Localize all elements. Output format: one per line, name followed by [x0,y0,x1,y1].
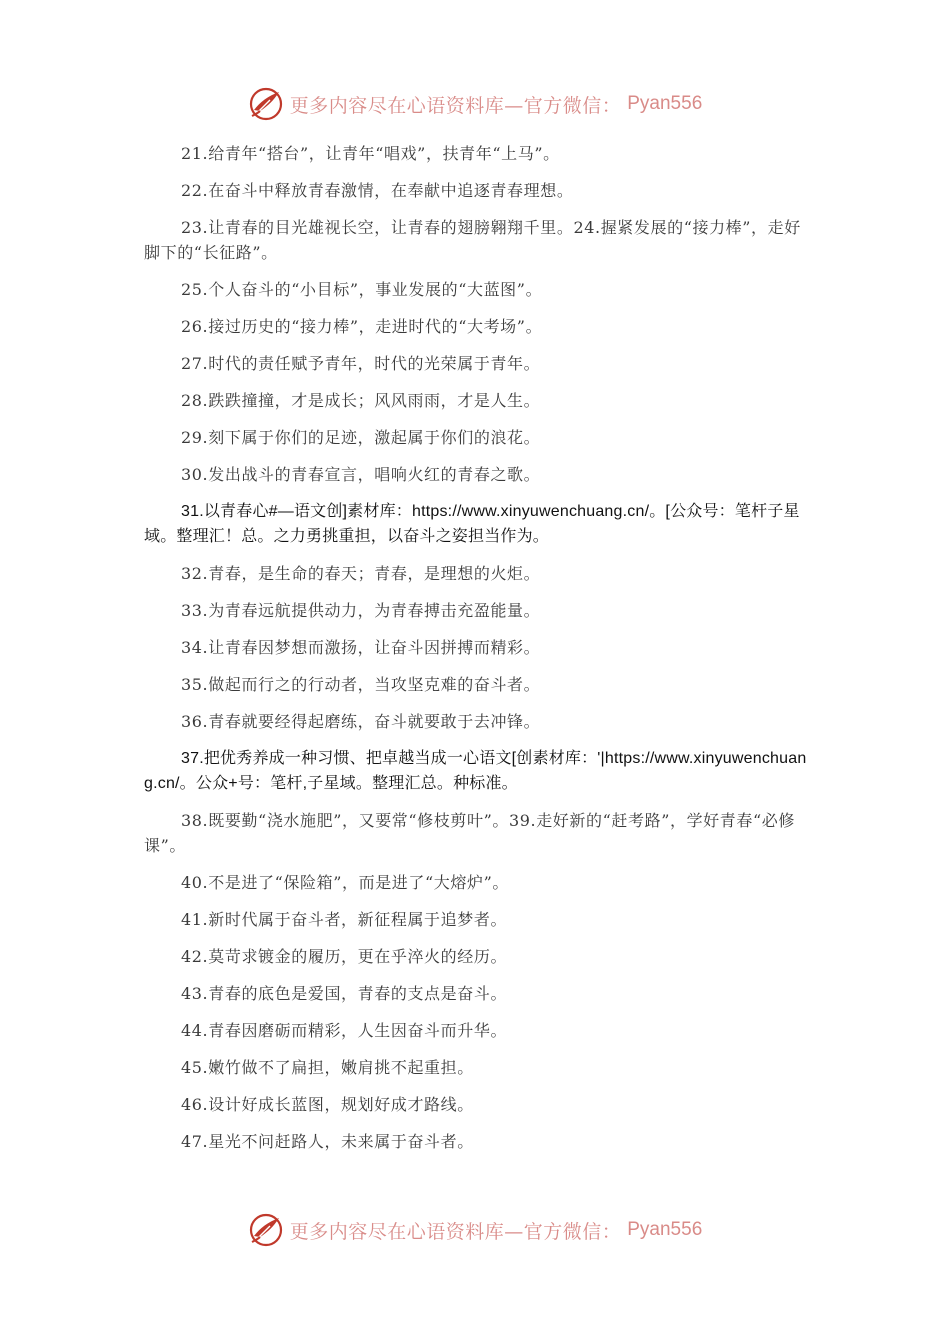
list-item: 42.莫苛求镀金的履历，更在乎淬火的经历。 [181,947,508,966]
quill-logo-icon [248,1212,284,1248]
footer-banner-text: 更多内容尽在心语资料库—官方微信： [289,1220,622,1243]
header-banner-text: 更多内容尽在心语资料库—官方微信： [289,94,622,117]
footer-banner [0,1208,950,1252]
list-item-watermarked: 37.把优秀养成一种习惯、把卓越当成一心语文[创素材库：'|https://www.xinyuwenchuang.cn/。公众+号：笔杆,子星域。整理汇总。种标准。 [144,750,807,792]
list-item: 29.刻下属于你们的足迹，激起属于你们的浪花。 [181,428,541,447]
list-item: 43.青春的底色是爱国，青春的支点是奋斗。 [181,984,508,1003]
footer-wechat-id: Pyan556 [627,1219,703,1240]
list-item: 47.星光不问赶路人，未来属于奋斗者。 [181,1132,474,1151]
list-item: 28.跌跌撞撞，才是成长；风风雨雨，才是人生。 [181,391,541,410]
list-item: 46.设计好成长蓝图，规划好成才路线。 [181,1095,474,1114]
list-item: 22.在奋斗中释放青春激情，在奉献中追逐青春理想。 [181,181,574,200]
header-banner [0,82,950,126]
header-banner-inner [248,86,703,122]
footer-banner-inner [248,1212,703,1248]
list-item: 23.让青春的目光雄视长空，让青春的翅膀翱翔千里。24.握紧发展的“接力棒”，走好脚下的“长征路”。 [144,218,801,262]
quill-logo-icon [248,86,284,122]
list-item: 45.嫩竹做不了扁担，嫩肩挑不起重担。 [181,1058,474,1077]
list-item: 33.为青春远航提供动力，为青春搏击充盈能量。 [181,601,541,620]
list-item: 30.发出战斗的青春宣言，唱响火红的青春之歌。 [181,465,541,484]
list-item: 36.青春就要经得起磨练，奋斗就要敢于去冲锋。 [181,712,541,731]
list-item-watermarked: 31.以青春心#—语文创]素材库：https://www.xinyuwenchuang.cn/。[公众号：笔杆子星域。整理汇！总。之力勇挑重担，以奋斗之姿担当作为。 [144,503,800,545]
list-item: 44.青春因磨砺而精彩，人生因奋斗而升华。 [181,1021,508,1040]
list-item: 26.接过历史的“接力棒”，走进时代的“大考场”。 [181,317,543,336]
list-item: 40.不是进了“保险箱”，而是进了“大熔炉”。 [181,873,509,892]
list-item: 25.个人奋斗的“小目标”，事业发展的“大蓝图”。 [181,280,543,299]
document-body [144,141,814,1166]
list-item: 27.时代的责任赋予青年，时代的光荣属于青年。 [181,354,541,373]
list-item: 32.青春，是生命的春天；青春，是理想的火炬。 [181,564,541,583]
list-item: 21.给青年“搭台”，让青年“唱戏”，扶青年“上马”。 [181,144,560,163]
list-item: 38.既要勤“浇水施肥”，又要常“修枝剪叶”。39.走好新的“赶考路”，学好青春“必修课”。 [144,811,795,855]
list-item: 41.新时代属于奋斗者，新征程属于追梦者。 [181,910,508,929]
header-wechat-id: Pyan556 [627,93,703,114]
list-item: 35.做起而行之的行动者，当攻坚克难的奋斗者。 [181,675,541,694]
list-item: 34.让青春因梦想而激扬，让奋斗因拼搏而精彩。 [181,638,541,657]
